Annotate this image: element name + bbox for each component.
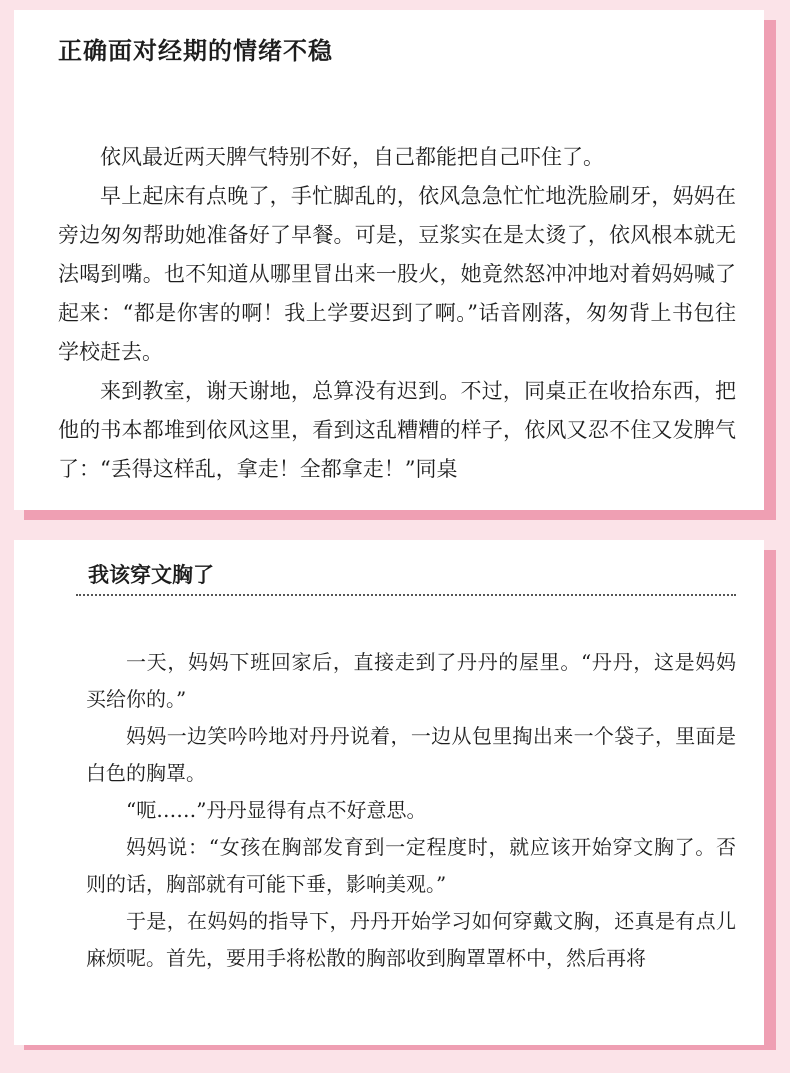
article-paragraph: 妈妈一边笑吟吟地对丹丹说着，一边从包里掏出来一个袋子，里面是白色的胸罩。 (86, 724, 736, 785)
article-card-1 (14, 10, 764, 510)
article-title-1: 正确面对经期的情绪不稳 (58, 37, 333, 65)
title-divider (76, 594, 736, 596)
article-card-2 (14, 540, 764, 1045)
article-paragraph: 于是，在妈妈的指导下，丹丹开始学习如何穿戴文胸，还真是有点儿麻烦呢。首先，要用手将松散的胸部收到胸罩罩杯中，然后再将 (86, 909, 736, 970)
article-paragraph: “呃……”丹丹显得有点不好意思。 (126, 798, 427, 822)
article-title-2: 我该穿文胸了 (88, 563, 214, 587)
article-paragraph: 依风最近两天脾气特别不好，自己都能把自己吓住了。 (100, 145, 604, 169)
article-paragraph: 早上起床有点晚了，手忙脚乱的，依风急急忙忙地洗脸刷牙，妈妈在旁边匆匆帮助她准备好了早餐。可是，豆浆实在是太烫了，依风根本就无法喝到嘴。也不知道从哪里冒出来一股火，她竟然怒冲冲地对着妈妈喊了起来：“都是你害的啊！我上学要迟到了啊。”话音刚落，匆匆背上书包往学校赶去。 (58, 184, 736, 364)
article-paragraph: 来到教室，谢天谢地，总算没有迟到。不过，同桌正在收拾东西，把他的书本都堆到依风这里，看到这乱糟糟的样子，依风又忍不住又发脾气了：“丢得这样乱，拿走！全都拿走！”同桌 (58, 379, 736, 481)
article-paragraph: 妈妈说：“女孩在胸部发育到一定程度时，就应该开始穿文胸了。否则的话，胸部就有可能下垂，影响美观。” (86, 835, 736, 896)
article-paragraph: 一天，妈妈下班回家后，直接走到了丹丹的屋里。“丹丹，这是妈妈买给你的。” (86, 650, 736, 711)
